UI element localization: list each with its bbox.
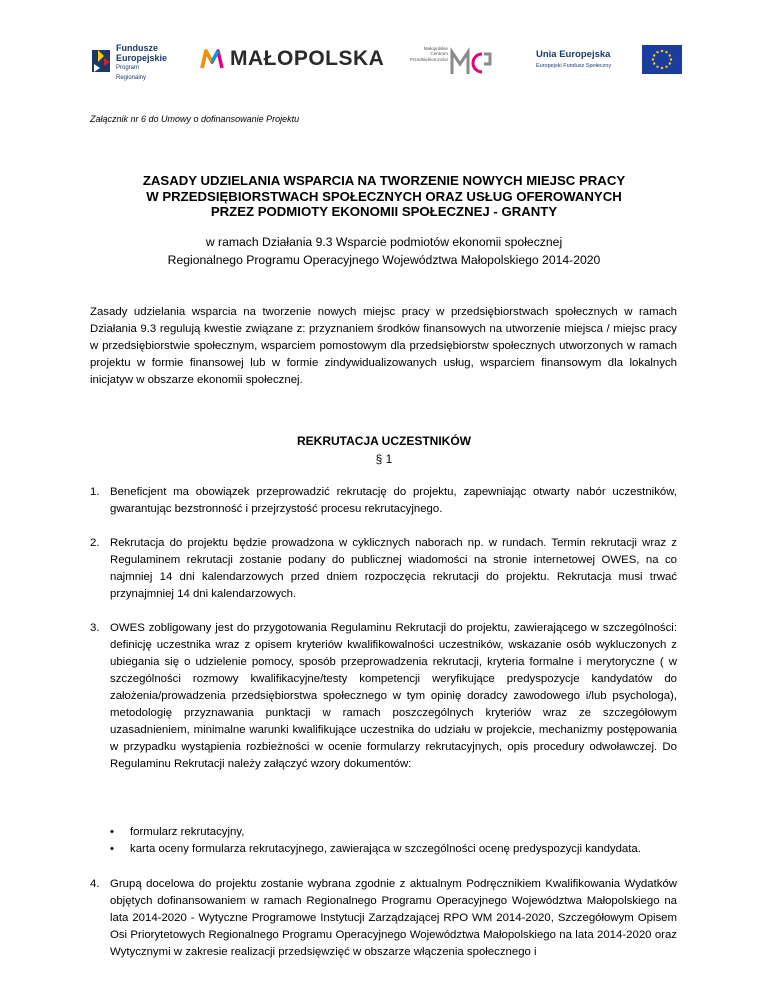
item-number: 3. — [90, 622, 100, 634]
subtitle-line: Regionalnego Programu Operacyjnego Województwa Małopolskiego 2014-2020 — [167, 253, 601, 267]
bullet-icon: • — [110, 843, 114, 855]
eu-flag-icon — [642, 45, 682, 74]
title-line: PRZEZ PODMIOTY EKONOMII SPOŁECZNEJ - GRANTY — [210, 204, 558, 219]
unia-europejska-logo — [536, 40, 680, 84]
list-item — [90, 620, 677, 773]
item-number: 2. — [90, 537, 100, 549]
bullet-text: karta oceny formularza rekrutacyjnego, zawierająca w szczególności ocenę predyspozycji kandydata. — [130, 843, 641, 855]
mcp-mark-icon — [450, 44, 494, 80]
section-heading: REKRUTACJA UCZESTNIKÓW — [297, 434, 471, 448]
logo-bar — [88, 40, 680, 84]
bullet-text: formularz rekrutacyjny, — [130, 826, 245, 838]
malopolska-name: MAŁOPOLSKA — [230, 47, 385, 70]
section-number: § 1 — [375, 452, 393, 466]
attachment-note: Załącznik nr 6 do Umowy o dofinansowanie Projektu — [90, 114, 300, 124]
item-number: 1. — [90, 486, 100, 498]
document-subtitle — [60, 233, 708, 269]
list-item — [90, 876, 677, 961]
list-item — [110, 824, 677, 841]
item-text: Grupą docelowa do projektu zostanie wybrana zgodnie z aktualnym Podręcznikiem Kwalifikowania Wydatków objętych dofinansowaniem w ramach Regionalnego Programu Operacyjnego Województwa Małopolskiego na lata 2014-2020 - Wytyczne Programowe Instytucji Zarządzającej RPO WM 2014-2020, Szczegółowym Opisem Osi Priorytetowych Regionalnego Programu Operacyjnego Województwa Małopolskiego na lata 2014-2020 oraz Wytycznymi w zakresie realizacji przedsięwzięć w obszarze włączenia społecznego i — [110, 878, 677, 958]
fe-line1: Fundusze — [116, 43, 158, 53]
mcp-line1: Małopolskie — [423, 46, 448, 51]
mcp-logo — [404, 40, 494, 84]
bullet-icon: • — [110, 826, 114, 838]
item-text: OWES zobligowany jest do przygotowania Regulaminu Rekrutacji do projektu, zawierającego w szczególności: definicję uczestnika wraz z opisem kryteriów kwalifikowalności uczestników, wskazanie osób wykluczonych z ubiegania się o udzielenie pomocy, sposób przeprowadzenia rekrutacji, kryteria formalne i merytoryczne ( w szczególności rozmowy kwalifikacyjne/testy kompetencji weryfikujące predyspozycje kandydatów do założenia/prowadzenia przedsiębiorstwa społecznego w tym opinię doradcy zawodowego i/lub psychologa), metodologię przyznawania punktacji w ramach poszczególnych kryteriów wraz ze szczegółowym uzasadnieniem, minimalne warunki kwalifikujące uczestnika do udziału w projekcie, mechanizmy postępowania w przypadku wystąpienia rozbieżności w ocenie formularzy rekrutacyjnych, opis procedury odwoławczej. Do Regulaminu Rekrutacji należy załączyć wzory dokumentów: — [110, 622, 677, 770]
intro-paragraph: Zasady udzielania wsparcia na tworzenie nowych miejsc pracy w przedsiębiorstwach społecznych w ramach Działania 9.3 regulują kwestie związane z: przyznaniem środków finansowych na utworzenie miejsca / miejsc pracy w przedsiębiorstwie społecznym, wsparciem pomostowym dla przedsiębiorstw społecznych utworzonych w ramach projektu w formie finansowej lub w formie zindywidualizowanych usług, wsparciem finansowym dla lokalnych inicjatyw w obszarze ekonomii społecznej. — [90, 306, 677, 386]
fe-star-icon — [90, 46, 112, 74]
list-item — [110, 841, 677, 858]
title-line: W PRZEDSIĘBIORSTWACH SPOŁECZNYCH ORAZ USŁUG OFEROWANYCH — [146, 188, 622, 204]
document-title — [60, 173, 708, 220]
malopolska-logo — [200, 40, 385, 84]
ue-line2: Europejski Fundusz Społeczny — [536, 63, 612, 69]
list-item — [90, 484, 677, 518]
fe-line3: Program Regionalny — [116, 65, 147, 81]
list-item — [90, 535, 677, 603]
mcp-line3: Przedsiębiorczości — [409, 56, 448, 62]
fe-line2: Europejskie — [116, 53, 168, 63]
malopolska-m-icon — [200, 48, 224, 70]
attachments-list — [110, 824, 677, 858]
item-text: Rekrutacja do projektu będzie prowadzona w cyklicznych naborach np. w rundach. Termin rekrutacji wraz z Regulaminem rekrutacji zostanie podany do publicznej wiadomości na stronie internetowej OWES, na co najmniej 14 dni kalendarzowych przed dniem rozpoczęcia rekrutacji do projektu. Rekrutacja musi trwać przynajmniej 14 dni kalendarzowych. — [110, 537, 677, 600]
title-line: ZASADY UDZIELANIA WSPARCIA NA TWORZENIE NOWYCH MIEJSC PRACY — [142, 173, 626, 188]
mcp-line2: Centrum — [430, 51, 448, 57]
item-text: Beneficjent ma obowiązek przeprowadzić rekrutację do projektu, zapewniając otwarty nabór uczestników, gwarantując bezstronność i przejrzystość procesu rekrutacyjnego. — [110, 486, 677, 515]
item-number: 4. — [90, 878, 100, 890]
ue-line1: Unia Europejska — [536, 49, 611, 60]
fundusze-europejskie-logo — [88, 40, 168, 84]
subtitle-line: w ramach Działania 9.3 Wsparcie podmiotów ekonomii społecznej — [205, 235, 563, 249]
